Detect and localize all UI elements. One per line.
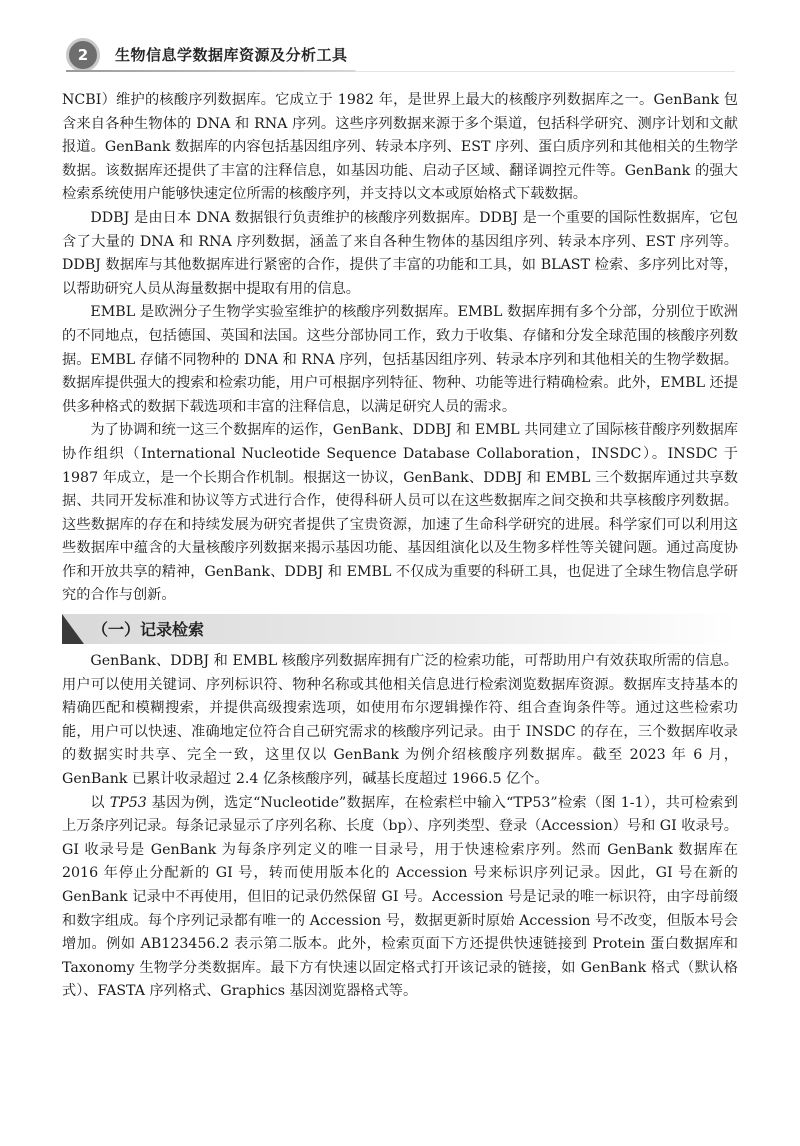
book-title: 生物信息学数据库资源及分析工具 <box>115 46 348 64</box>
body-text <box>62 89 738 1004</box>
paragraph-rest: 基因为例，选定“Nucleotide”数据库，在检索栏中输入“TP53”检索（图 1-1），共可检索到上万条序列记录。每条记录显示了序列名称、长度（bp）、序列类型、登录（Accession）号和 GI 收录号。GI 收录号是 GenBank 为每条序列定义的唯一目录号，用于快速检索序列。然而 GenBank 数据库在 2016 年停止分配新的 GI 号，转而使用版本化的 Accession 号来标识序列记录。因此，GI 号在新的 GenBank 记录中不再使用，但旧的记录仍然保留 GI 号。Accession 号是记录的唯一标识符，由字母前缀和数字组成。每个序列记录都有唯一的 Accession 号，数据更新时原始 Accession 号不改变，但版本号会增加。例如 AB123456.2 表示第二版本。此外，检索页面下方还提供快速链接到 Protein 蛋白数据库和 Taxonomy 生物学分类数据库。最下方有快速以固定格式打开该记录的链接，如 GenBank 格式（默认格式）、FASTA 序列格式、Graphics 基因浏览器格式等。 <box>62 794 738 1000</box>
gene-name: TP53 <box>109 794 147 811</box>
header-rule-extension <box>355 71 735 72</box>
section-title: （一）记录检索 <box>92 620 205 640</box>
paragraph-ddbj: DDBJ 是由日本 DNA 数据银行负责维护的核酸序列数据库。DDBJ 是一个重要的国际性数据库，它包含了大量的 DNA 和 RNA 序列数据，涵盖了来自各种生物体的基因组序列、转录本序列、EST 序列等。DDBJ 数据库与其他数据库进行紧密的合作，提供了丰富的功能和工具，如 BLAST 检索、多序列比对等，以帮助研究人员从海量数据中提取有用的信息。 <box>62 209 738 297</box>
header-rule <box>66 70 356 72</box>
paragraph-insdc: 为了协调和统一这三个数据库的运作，GenBank、DDBJ 和 EMBL 共同建立了国际核苷酸序列数据库协作组织（International Nucleotide Sequence Database Collaboration，INSDC）。INSDC 于 1987 年成立，是一个长期合作机制。根据这一协议，GenBank、DDBJ 和 EMBL 三个数据库通过共享数据、共同开发标准和协议等方式进行合作，使得科研人员可以在这些数据库之间交换和共享核酸序列数据。这些数据库的存在和持续发展为研究者提供了宝贵资源，加速了生命科学研究的进展。科学家们可以利用这些数据库中蕴含的大量核酸序列数据来揭示基因功能、基因组演化以及生物多样性等关键问题。通过高度协作和开放共享的精神，GenBank、DDBJ 和 EMBL 不仅成为重要的科研工具，也促进了全球生物信息学研究的合作与创新。 <box>62 422 738 604</box>
page-header <box>0 30 800 78</box>
section-heading-marker <box>62 614 84 644</box>
paragraph-record-search: GenBank、DDBJ 和 EMBL 核酸序列数据库拥有广泛的检索功能，可帮助用户有效获取所需的信息。用户可以使用关键词、序列标识符、物种名称或其他相关信息进行检索浏览数据库资源。数据库支持基本的精确匹配和模糊搜索，并提供高级搜索选项，如使用布尔逻辑操作符、组合查询条件等。通过这些检索功能，用户可以快速、准确地定位符合自己研究需求的核酸序列记录。由于 INSDC 的存在，三个数据库收录的数据实时共享、完全一致，这里仅以 GenBank 为例介绍核酸序列数据库。截至 2023 年 6 月，GenBank 已累计收录超过 2.4 亿条核酸序列，碱基长度超过 1966.5 亿个。 <box>62 653 738 788</box>
paragraph-lead: 以 <box>90 794 110 811</box>
section-heading <box>62 614 738 644</box>
paragraph-genbank-continued: NCBI）维护的核酸序列数据库。它成立于 1982 年，是世界上最大的核酸序列数据库之一。GenBank 包含来自各种生物体的 DNA 和 RNA 序列。这些序列数据来源于多个渠道，包括科学研究、测序计划和文献报道。GenBank 数据库的内容包括基因组序列、转录本序列、EST 序列、蛋白质序列和其他相关的生物学数据。该数据库还提供了丰富的注释信息，如基因功能、启动子区域、翻译调控元件等。GenBank 的强大检索系统使用户能够快速定位所需的核酸序列，并支持以文本或原始格式下载数据。 <box>62 92 738 203</box>
paragraph-tp53-example <box>62 792 738 1004</box>
page-number: 2 <box>66 38 100 72</box>
paragraph-embl: EMBL 是欧洲分子生物学实验室维护的核酸序列数据库。EMBL 数据库拥有多个分部，分别位于欧洲的不同地点，包括德国、英国和法国。这些分部协同工作，致力于收集、存储和分发全球范围的核酸序列数据。EMBL 存储不同物种的 DNA 和 RNA 序列，包括基因组序列、转录本序列和其他相关的生物学数据。数据库提供强大的搜索和检索功能，用户可根据序列特征、物种、功能等进行精确检索。此外，EMBL 还提供多种格式的数据下载选项和丰富的注释信息，以满足研究人员的需求。 <box>62 304 738 415</box>
